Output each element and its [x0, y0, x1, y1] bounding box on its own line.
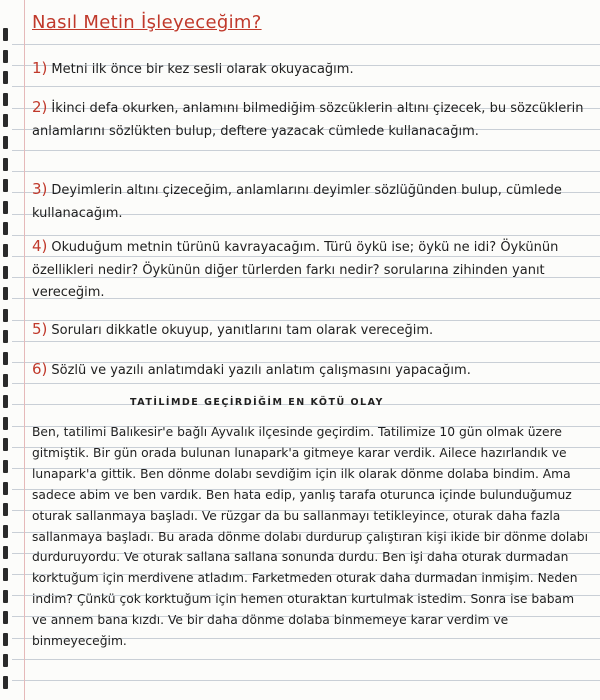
list-item [32, 57, 592, 82]
binding-hole [3, 136, 8, 149]
binding-hole [3, 568, 8, 581]
binding-hole [3, 201, 8, 214]
binding-hole [3, 417, 8, 430]
binding-hole [3, 114, 8, 127]
ruled-line [12, 150, 600, 151]
essay-body: Ben, tatilimi Balıkesir'e bağlı Ayvalık ilçesinde geçirdim. Tatilimize 10 gün olmak üzere gitmiştik. Bir gün orada bulunan lunapark'a gitmeye karar verdik. Ailece hazırlandık ve lunapark'a gittik. Ben dönme dolabı sevdiğim için ilk olarak dönme dolaba bindim. Ama sadece abim ve ben vardık. Ben hata edip, yanlış tarafa oturunca içinde bulunduğumuz oturak sallanmaya başladı. Ve rüzgar da bu sallanmayı tetikleyince, oturak daha fazla sallanmaya başladı. Bu arada dönme dolabı durdurup çalıştıran kişi ikide bir dönme dolabı durduruyordu. Ve oturak sallana sallana sonunda durdu. Ben işi daha oturak durmadan korktuğum için merdivene atladım. Farketmeden oturak daha durmadan inmişim. Neden indim? Çünkü çok korktuğum için hemen oturaktan kurtulmak istedim. Sonra ise babam ve annem bana kızdı. Ve bir daha dönme dolaba binmemeye karar verdim ve binmeyeceğim. [32, 425, 589, 649]
item-number: 6) [32, 360, 48, 378]
binding-hole [3, 438, 8, 451]
list-item [32, 96, 592, 143]
binding-hole [3, 654, 8, 667]
binding-hole [3, 503, 8, 516]
binding-hole [3, 525, 8, 538]
ruled-line [12, 86, 600, 87]
binding-hole [3, 330, 8, 343]
binding-hole [3, 546, 8, 559]
essay-title: TATİLİMDE GEÇİRDİĞİM EN KÖTÜ OLAY [130, 397, 384, 408]
item-number: 5) [32, 320, 48, 338]
item-text: Okuduğum metnin türünü kavrayacağım. Türü öykü ise; öykü ne idi? Öykünün özellikleri nedir? Öykünün diğer türlerden farkı nedir? sorularına zihinden yanıt vereceğim. [32, 240, 559, 301]
binding-hole [3, 222, 8, 235]
binding-hole [3, 50, 8, 63]
binding-hole [3, 28, 8, 41]
binding-hole [3, 71, 8, 84]
item-number: 1) [32, 59, 48, 77]
binding-hole [3, 395, 8, 408]
ruled-line [12, 171, 600, 172]
binding-hole [3, 266, 8, 279]
page-title: Nasıl Metin İşleyeceğim? [32, 12, 262, 33]
ruled-line [12, 383, 600, 384]
binding-hole [3, 590, 8, 603]
binding-hole [3, 179, 8, 192]
binding-hole [3, 244, 8, 257]
ruled-line [12, 680, 600, 681]
binding-hole [3, 352, 8, 365]
list-item [32, 358, 592, 383]
binding-hole [3, 482, 8, 495]
binding-hole [3, 309, 8, 322]
binding-hole [3, 374, 8, 387]
binding-hole [3, 676, 8, 689]
binding-hole [3, 633, 8, 646]
item-text: İkinci defa okurken, anlamını bilmediğim sözcüklerin altını çizecek, bu sözcüklerin anlamlarını sözlükten bulup, deftere yazacak cümlede kullanacağım. [32, 101, 584, 139]
item-text: Deyimlerin altını çizeceğim, anlamlarını deyimler sözlüğünden bulup, cümlede kullanacağım. [32, 183, 562, 221]
item-text: Sözlü ve yazılı anlatımdaki yazılı anlatım çalışmasını yapacağım. [51, 363, 471, 378]
list-item [32, 178, 592, 225]
item-number: 4) [32, 237, 48, 255]
binding-hole [3, 611, 8, 624]
item-text: Soruları dikkatle okuyup, yanıtlarını tam olarak vereceğim. [51, 323, 434, 338]
binding-hole [3, 287, 8, 300]
margin-line [24, 0, 25, 700]
item-number: 2) [32, 98, 48, 116]
ruled-line [12, 659, 600, 660]
binding-hole [3, 158, 8, 171]
binding-hole [3, 93, 8, 106]
ruled-line [12, 44, 600, 45]
item-number: 3) [32, 180, 48, 198]
item-text: Metni ilk önce bir kez sesli olarak okuyacağım. [51, 62, 354, 77]
list-item [32, 235, 592, 305]
binding-hole [3, 460, 8, 473]
list-item [32, 318, 592, 343]
